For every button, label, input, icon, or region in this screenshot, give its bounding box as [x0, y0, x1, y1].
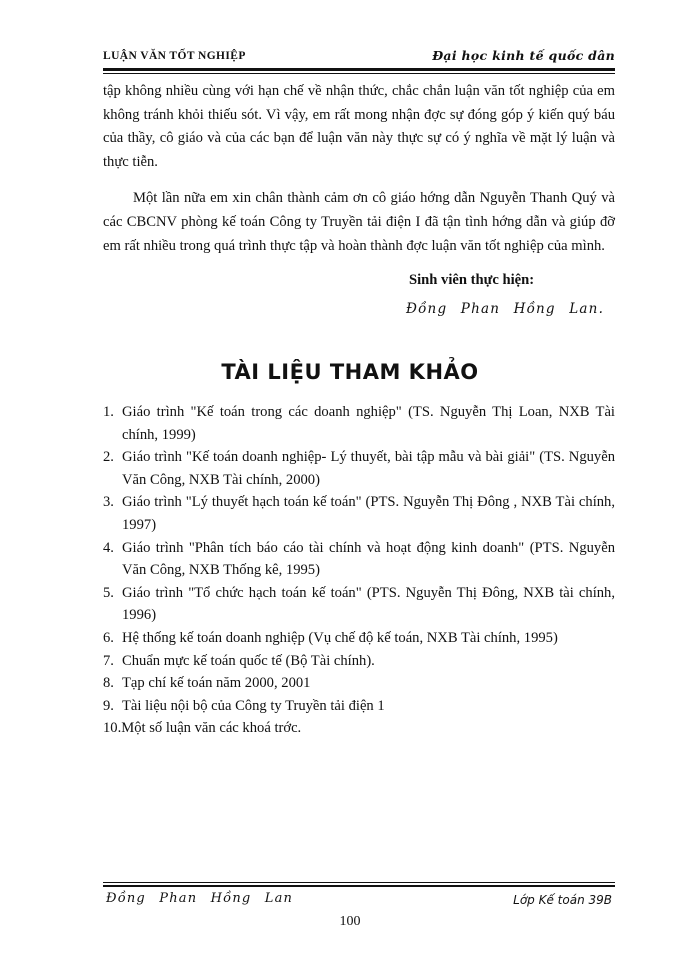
reference-number: 4.: [103, 539, 114, 556]
reference-text: Giáo trình "Lý thuyết hạch toán kế toán" (PTS. Nguyễn Thị Đông , NXB Tài chính, 1997): [122, 494, 615, 533]
reference-number: 10.: [103, 720, 122, 737]
reference-text: Tạp chí kế toán năm 2000, 2001: [122, 675, 311, 692]
reference-number: 9.: [103, 697, 114, 714]
footer-author: Đồng Phan Hồng Lan: [106, 891, 294, 906]
reference-text: Một số luận văn các khoá trớc.: [121, 720, 302, 737]
reference-item: [103, 491, 615, 536]
header-rule-thin: [103, 73, 615, 74]
reference-number: 3.: [103, 494, 114, 511]
signature-name: Đồng Phan Hồng Lan.: [406, 301, 605, 317]
reference-item: [103, 650, 615, 673]
reference-item: [103, 582, 615, 627]
reference-item: [103, 695, 615, 718]
reference-item: [103, 717, 615, 740]
references-title: TÀI LIỆU THAM KHẢO: [221, 360, 479, 384]
header-university: Đại học kinh tế quốc dân: [432, 48, 615, 63]
reference-text: Giáo trình "Phân tích báo cáo tài chính và hoạt động kinh doanh" (PTS. Nguyễn Văn Công, NXB Thống kê, 1995): [122, 539, 615, 579]
reference-number: 2.: [103, 449, 114, 466]
page-number: 100: [339, 914, 361, 929]
reference-text: Chuẩn mực kế toán quốc tế (Bộ Tài chính).: [122, 652, 375, 669]
signature-label: Sinh viên thực hiện:: [409, 272, 535, 288]
paragraph-2: Một lần nữa em xin chân thành cảm ơn cô giáo hớng dẫn Nguyễn Thanh Quý và các CBCNV phòng kế toán Công ty Truyền tải điện I đã tận tình hớng dẫn và giúp đỡ em rất nhiều trong quá trình thực tập và hoàn thành đợc luận văn tốt nghiệp của mình.: [103, 190, 615, 254]
reference-number: 6.: [103, 629, 114, 646]
reference-number: 7.: [103, 652, 114, 669]
paragraph-1: tập không nhiều cùng với hạn chế về nhận thức, chắc chắn luận văn tốt nghiệp của em không tránh khỏi thiếu sót. Vì vậy, em rất mong nhận đợc sự đóng góp ý kiến quý báu của thầy, cô giáo và của các bạn để luận văn này thực sự có ý nghĩa về mặt lý luận và thực tiễn.: [103, 83, 615, 170]
footer-class: Lớp Kế toán 39B: [513, 893, 612, 907]
reference-item: [103, 627, 615, 650]
reference-text: Giáo trình "Kế toán trong các doanh nghiệp" (TS. Nguyễn Thị Loan, NXB Tài chính, 1999): [122, 404, 615, 443]
reference-item: [103, 401, 615, 446]
references-list: [103, 401, 615, 740]
reference-text: Hệ thống kế toán doanh nghiệp (Vụ chế độ kế toán, NXB Tài chính, 1995): [122, 629, 558, 646]
reference-item: [103, 537, 615, 582]
reference-text: Tài liệu nội bộ của Công ty Truyền tải điện 1: [122, 697, 385, 714]
page-header: [103, 48, 615, 68]
header-thesis-title: LUẬN VĂN TỐT NGHIỆP: [103, 50, 246, 62]
reference-text: Giáo trình "Tổ chức hạch toán kế toán" (PTS. Nguyễn Thị Đông, NXB tài chính, 1996): [122, 584, 615, 624]
reference-item: [103, 672, 615, 695]
reference-number: 5.: [103, 584, 114, 601]
header-rule-thick: [103, 68, 615, 71]
reference-number: 8.: [103, 675, 114, 692]
body-text: [103, 80, 615, 258]
footer-rule-thin: [103, 882, 615, 883]
footer-rule-thick: [103, 885, 615, 887]
reference-number: 1.: [103, 404, 114, 420]
reference-item: [103, 446, 615, 491]
reference-text: Giáo trình "Kế toán doanh nghiệp- Lý thuyết, bài tập mẫu và bài giải" (TS. Nguyễn Văn Công, NXB Tài chính, 2000): [122, 449, 615, 488]
